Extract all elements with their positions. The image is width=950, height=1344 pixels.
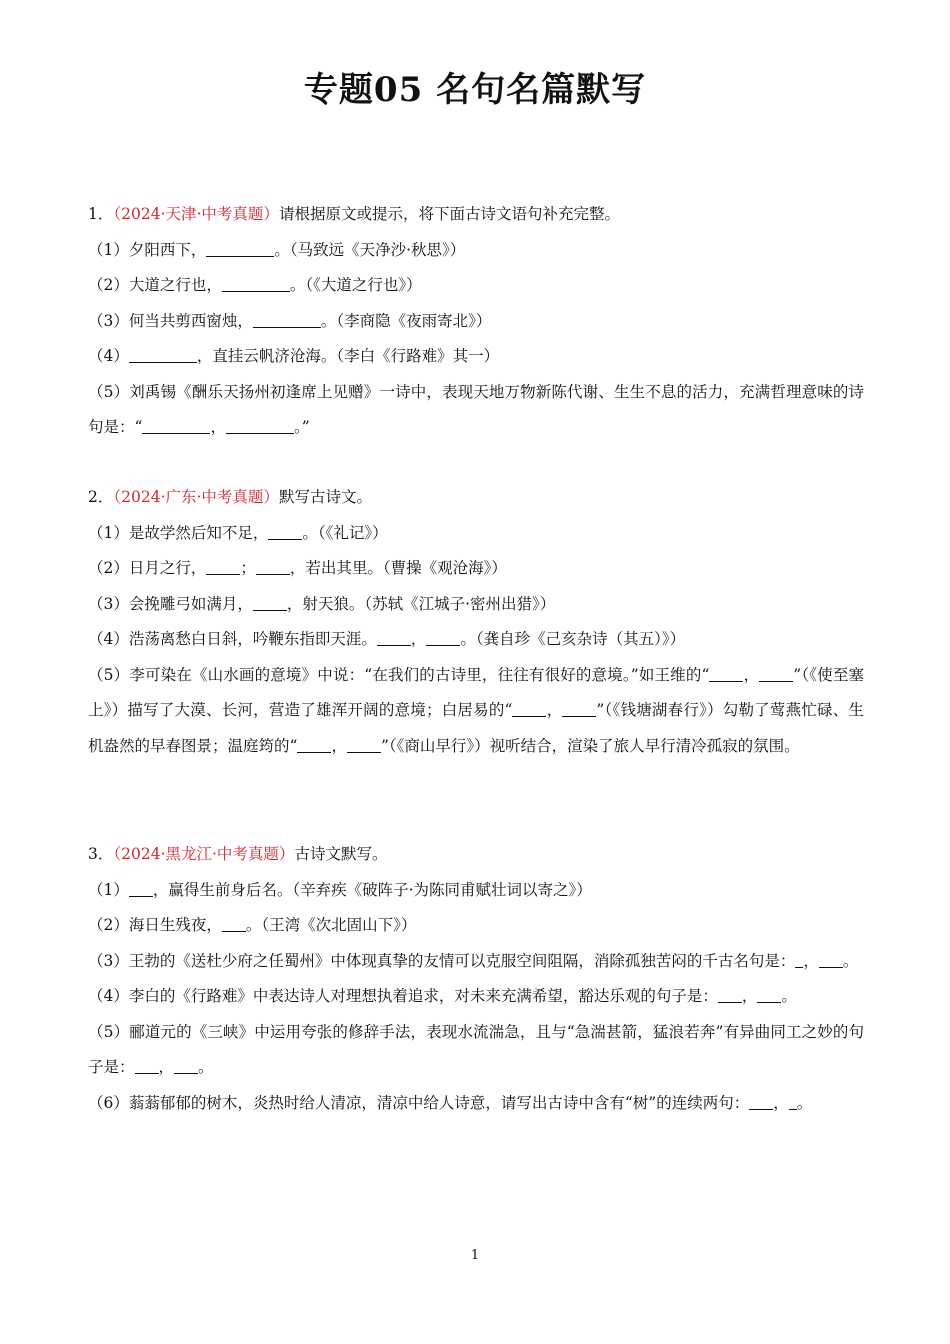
answer-blank[interactable] — [129, 878, 153, 897]
question-3 — [88, 837, 864, 1121]
answer-blank[interactable] — [222, 273, 290, 292]
answer-blank[interactable] — [256, 556, 290, 575]
sub-question: （4）李白的《行路难》中表达诗人对理想执着追求，对未来充满希望，豁达乐观的句子是： ， 。 — [88, 979, 864, 1015]
answer-blank[interactable] — [135, 1055, 159, 1074]
sub-question: （5）李可染在《山水画的意境》中说：“在我们的古诗里，往往有很好的意境。”如王维的“ ， ”（《使至塞上》）描写了大漠、长河，营造了雄浑开阔的意境；白居易的“ ， ”（《钱塘湖春行》）勾勒了莺燕忙碌、生机盎然的早春图景；温庭筠的“ ， ”（《商山早行》）视听结合，渲染了旅人早行清冷孤寂的氛围。 — [88, 658, 864, 765]
sub-question: （2）大道之行也， 。（《大道之行也》） — [88, 268, 864, 304]
sub-question: （3）何当共剪西窗烛， 。（李商隐《夜雨寄北》） — [88, 304, 864, 340]
question-source: （2024·广东·中考真题） — [113, 488, 279, 506]
sub-question: （2）海日生残夜， 。（王湾《次北固山下》） — [88, 908, 864, 944]
question-text: 请根据原文或提示，将下面古诗文语句补充完整。 — [278, 205, 620, 223]
answer-blank[interactable] — [709, 663, 743, 682]
answer-blank[interactable] — [819, 949, 843, 968]
answer-blank[interactable] — [206, 556, 240, 575]
question-number: 1． — [88, 205, 114, 223]
sub-question: （1） ，赢得生前身后名。（辛弃疾《破阵子·为陈同甫赋壮词以寄之》） — [88, 873, 864, 909]
answer-blank[interactable] — [562, 698, 596, 717]
answer-blank[interactable] — [253, 309, 321, 328]
page-number: 1 — [470, 1248, 480, 1263]
answer-blank[interactable] — [377, 627, 411, 646]
question-number: 3． — [88, 845, 114, 863]
question-text: 古诗文默写。 — [294, 845, 388, 863]
answer-blank[interactable] — [426, 627, 460, 646]
sub-question: （5）郦道元的《三峡》中运用夸张的修辞手法，表现水流湍急，且与“急湍甚箭，猛浪若奔”有异曲同工之妙的句子是： ， 。 — [88, 1022, 864, 1076]
sub-question: （2）日月之行， ； ，若出其里。（曹操《观沧海》） — [88, 551, 864, 587]
sub-question: （1）是故学然后知不足， 。（《礼记》） — [88, 516, 864, 552]
answer-blank[interactable] — [268, 521, 302, 540]
question-2 — [88, 480, 864, 764]
answer-blank[interactable] — [297, 734, 331, 753]
answer-blank[interactable] — [253, 592, 287, 611]
question-stem — [88, 197, 864, 233]
question-stem — [88, 480, 864, 516]
sub-question: （3）王勃的《送杜少府之任蜀州》中体现真挚的友情可以克服空间阻隔，消除孤独苦闷的千古名句是： ， 。 — [88, 944, 864, 980]
answer-blank[interactable] — [129, 344, 197, 363]
answer-blank[interactable] — [347, 734, 381, 753]
question-source: （2024·黑龙江·中考真题） — [113, 845, 295, 863]
answer-blank[interactable] — [142, 415, 210, 434]
answer-blank[interactable] — [789, 1091, 797, 1110]
sub-question: （6）蓊蓊郁郁的树木，炎热时给人清凉，清凉中给人诗意，请写出古诗中含有“树”的连续两句： ， 。 — [88, 1086, 864, 1122]
answer-blank[interactable] — [759, 663, 793, 682]
answer-blank[interactable] — [757, 984, 781, 1003]
answer-blank[interactable] — [222, 913, 246, 932]
answer-blank[interactable] — [226, 415, 294, 434]
question-number: 2． — [88, 488, 114, 506]
question-stem — [88, 837, 864, 873]
page-title: 专题05 名句名篇默写 — [303, 70, 647, 110]
sub-question: （3）会挽雕弓如满月， ，射天狼。（苏轼《江城子·密州出猎》） — [88, 587, 864, 623]
question-text: 默写古诗文。 — [278, 488, 372, 506]
question-1 — [88, 197, 864, 446]
answer-blank[interactable] — [512, 698, 546, 717]
answer-blank[interactable] — [749, 1091, 773, 1110]
answer-blank[interactable] — [718, 984, 742, 1003]
sub-question: （4） ，直挂云帆济沧海。（李白《行路难》其一） — [88, 339, 864, 375]
question-source: （2024·天津·中考真题） — [113, 205, 279, 223]
sub-question: （4）浩荡离愁白日斜，吟鞭东指即天涯。 ， 。（龚自珍《己亥杂诗（其五）》） — [88, 622, 864, 658]
answer-blank[interactable] — [206, 238, 274, 257]
sub-question: （5）刘禹锡《酬乐天扬州初逢席上见赠》一诗中，表现天地万物新陈代谢、生生不息的活力，充满哲理意味的诗句是：“ ， 。” — [88, 382, 864, 436]
sub-question: （1）夕阳西下， 。（马致远《天净沙·秋思》） — [88, 233, 864, 269]
answer-blank[interactable] — [174, 1055, 198, 1074]
